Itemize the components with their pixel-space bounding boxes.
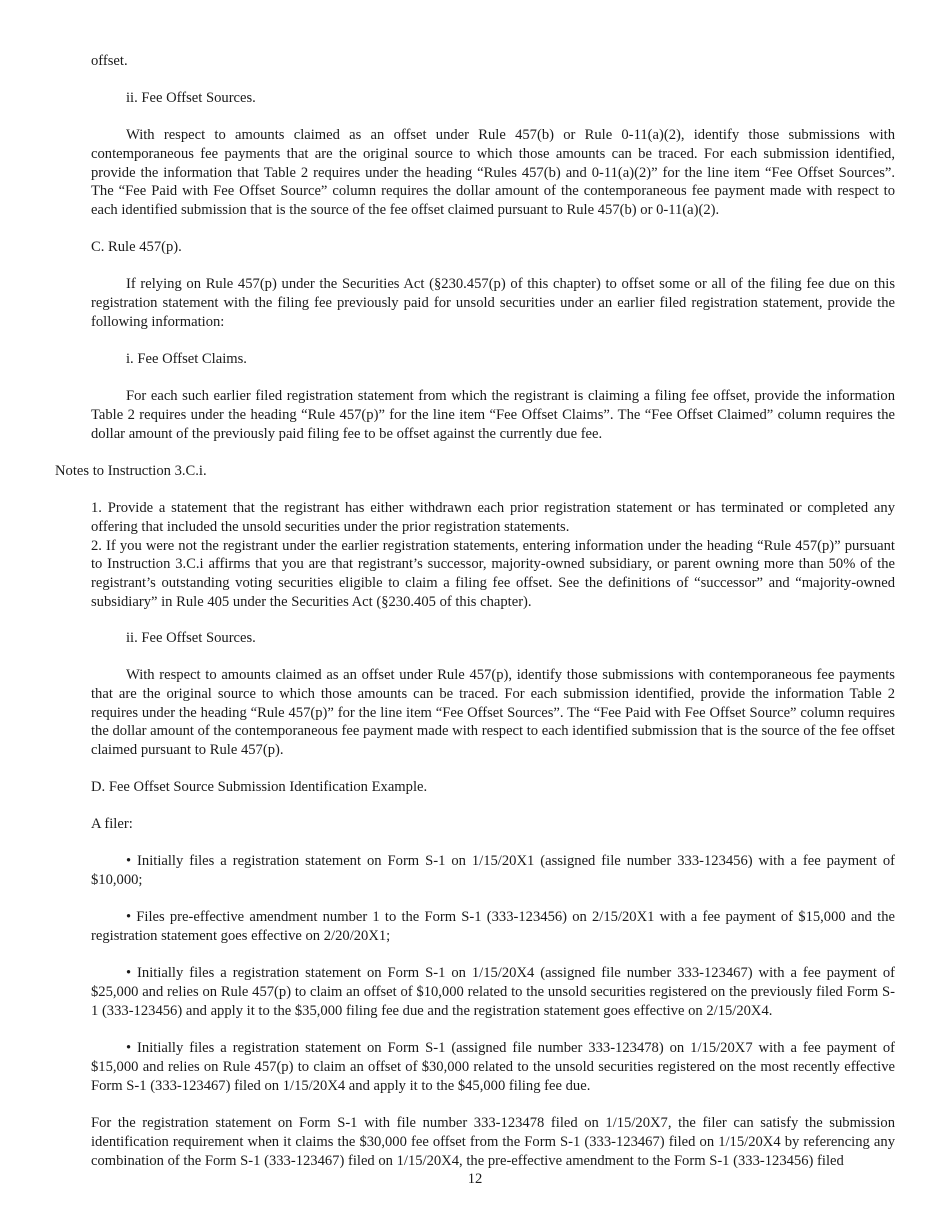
page-number: 12 [467,1171,483,1187]
fee-offset-claims-heading: i. Fee Offset Claims. [126,351,247,367]
fee-offset-sources-heading: ii. Fee Offset Sources. [126,90,256,106]
section-c-intro: If relying on Rule 457(p) under the Securities Act (§230.457(p) of this chapter) to offset some or all of the filing fee due on this registration statement with the filing fee previously paid for unsold securities under an earlier filed registration statement, provide the following information: [91,276,895,330]
section-d-heading: D. Fee Offset Source Submission Identification Example. [91,779,428,795]
closing-paragraph: For the registration statement on Form S-1 with file number 333-123478 filed on 1/15/20X7, the filer can satisfy the submission identification requirement when it claims the $30,000 fee offset from the Form S-1 (333-123467) filed on 1/15/20X4 by referencing any combination of the Form S-1 (333-123467) filed on 1/15/20X4, the pre-effective amendment to the Form S-1 (333-123456) filed [91,1115,895,1169]
fee-offset-sources-paragraph: With respect to amounts claimed as an offset under Rule 457(b) or Rule 0-11(a)(2), identify those submissions with contemporaneous fee payments that are the original source to which those amounts can be traced. For each submission identified, provide the information that Table 2 requires under the heading “Rules 457(b) and 0-11(a)(2)” for the line item “Fee Offset Sources”. The “Fee Paid with Fee Offset Source” column requires the dollar amount of the contemporaneous fee payment made with respect to each identified submission that is the source of the fee offset claimed pursuant to Rule 457(b) or 0-11(a)(2). [91,127,895,219]
notes-heading: Notes to Instruction 3.C.i. [55,463,207,479]
section-c-heading: C. Rule 457(p). [91,239,182,255]
fee-offset-claims-paragraph: For each such earlier filed registration statement from which the registrant is claiming a filing fee offset, provide the information Table 2 requires under the heading “Rule 457(p)” for the line item “Fee Offset Claims”. The “Fee Offset Claimed” column requires the dollar amount of the previously paid filing fee to be offset against the currently due fee. [91,388,895,442]
filer-label: A filer: [91,816,133,832]
example-bullet: • Initially files a registration statement on Form S-1 (assigned file number 333-123478) on 1/15/20X7 with a fee payment of $15,000 and relies on Rule 457(p) to claim an offset of $30,000 related to the unsold securities registered on the most recently effective Form S-1 (333-123467) filed on 1/15/20X4 and apply it to the $45,000 filing fee due. [91,1040,895,1094]
note-item: 2. If you were not the registrant under the earlier registration statements, entering information under the heading “Rule 457(p)” pursuant to Instruction 3.C.i affirms that you are that registrant’s successor, majority-owned subsidiary, or parent owning more than 50% of the registrant’s outstanding voting securities eligible to claim a filing fee offset. See the definitions of “successor” and “majority-owned subsidiary” in Rule 405 under the Securities Act (§230.405 of this chapter). [91,537,895,610]
continuation-text: offset. [91,53,128,69]
example-bullet: • Initially files a registration statement on Form S-1 on 1/15/20X1 (assigned file number 333-123456) with a fee payment of $10,000; [91,853,895,888]
note-item: 1. Provide a statement that the registrant has either withdrawn each prior registration statement or has terminated or completed any offering that included the unsold securities under the prior registration statements. [91,500,895,535]
example-bullet: • Files pre-effective amendment number 1 to the Form S-1 (333-123456) on 2/15/20X1 with a fee payment of $15,000 and the registration statement goes effective on 2/20/20X1; [91,909,895,944]
fee-offset-sources-paragraph-2: With respect to amounts claimed as an offset under Rule 457(p), identify those submissions with contemporaneous fee payments that are the original source to which those amounts can be traced. For each submission identified, provide the information Table 2 requires under the heading “Rule 457(p)” for the line item “Fee Offset Sources”. The “Fee Paid with Fee Offset Source” column requires the dollar amount of the contemporaneous fee payment made with respect to each identified submission that is the source of the fee offset claimed pursuant to Rule 457(p). [91,667,895,759]
fee-offset-sources-heading-2: ii. Fee Offset Sources. [126,630,256,646]
example-bullet: • Initially files a registration statement on Form S-1 on 1/15/20X4 (assigned file number 333-123467) with a fee payment of $25,000 and relies on Rule 457(p) to claim an offset of $10,000 related to the unsold securities registered on the previously filed Form S-1 (333-123456) and apply it to the $35,000 filing fee due and the registration statement goes effective on 2/15/20X4. [91,965,895,1019]
notes-list [91,499,895,612]
